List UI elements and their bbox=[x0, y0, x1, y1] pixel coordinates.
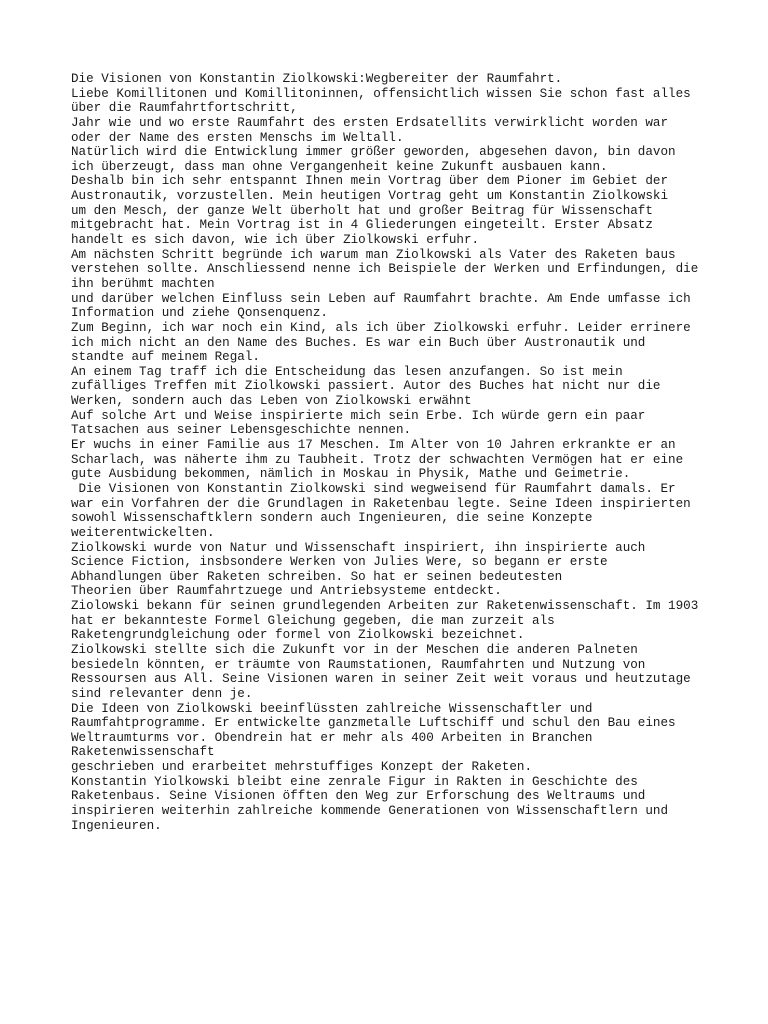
text-line: Am nächsten Schritt begründe ich warum man Ziolkowski als Vater des Raketen baus bbox=[71, 247, 676, 262]
text-line: ich mich nicht an den Name des Buches. Es war ein Buch über Austronautik und bbox=[71, 335, 646, 350]
text-line: verstehen sollte. Anschliessend nenne ich Beispiele der Werken und Erfindungen, die bbox=[71, 262, 699, 277]
text-line: Ziolowski bekann für seinen grundlegenden Arbeiten zur Raketenwissenschaft. Im 1903 bbox=[71, 599, 699, 614]
text-line: Scharlach, was näherte ihm zu Taubheit. Trotz der schwachten Vermögen hat er eine bbox=[71, 452, 684, 467]
text-line: Konstantin Yiolkowski bleibt eine zenrale Figur in Rakten in Geschichte des bbox=[71, 774, 638, 789]
document-body bbox=[71, 72, 711, 833]
text-line: hat er bekannteste Formel Gleichung gegeben, die man zurzeit als bbox=[71, 613, 555, 628]
text-line: Theorien über Raumfahrtzuege und Antriebsysteme entdeckt. bbox=[71, 584, 502, 599]
text-line: Deshalb bin ich sehr entspannt Ihnen mein Vortrag über dem Pioner im Gebiet der bbox=[71, 174, 669, 189]
text-line: über die Raumfahrtfortschritt, bbox=[71, 101, 298, 116]
text-line: zufälliges Treffen mit Ziolkowski passiert. Autor des Buches hat nicht nur die bbox=[71, 379, 661, 394]
text-line: Ziolkowski wurde von Natur und Wissenschaft inspiriert, ihn inspirierte auch bbox=[71, 540, 646, 555]
text-line: Ingenieuren. bbox=[71, 818, 162, 833]
text-line: geschrieben und erarbeitet mehrstuffiges Konzept der Raketen. bbox=[71, 760, 533, 775]
text-line: weiterentwickelten. bbox=[71, 525, 215, 540]
text-line: Er wuchs in einer Familie aus 17 Meschen. Im Alter von 10 Jahren erkrankte er an bbox=[71, 438, 676, 453]
text-line: war ein Vorfahren der die Grundlagen in Raketenbau legte. Seine Ideen inspirierten bbox=[71, 496, 691, 511]
text-line: Information und ziehe Qonsenquenz. bbox=[71, 306, 328, 321]
text-line: Austronautik, vorzustellen. Mein heutigen Vortrag geht um Konstantin Ziolkowski bbox=[71, 189, 669, 204]
text-line: Raketenbaus. Seine Visionen öfften den Weg zur Erforschung des Weltraums und bbox=[71, 789, 646, 804]
text-line: Weltraumturms vor. Obendrein hat er mehr als 400 Arbeiten in Branchen bbox=[71, 730, 593, 745]
text-line: An einem Tag traff ich die Entscheidung das lesen anzufangen. So ist mein bbox=[71, 364, 623, 379]
text-line: Auf solche Art und Weise inspirierte mich sein Erbe. Ich würde gern ein paar bbox=[71, 408, 646, 423]
text-line: Jahr wie und wo erste Raumfahrt des ersten Erdsatellits verwirklicht worden war bbox=[71, 115, 669, 130]
text-line: standte auf meinem Regal. bbox=[71, 350, 260, 365]
text-line: Die Visionen von Konstantin Ziolkowski sind wegweisend für Raumfahrt damals. Er bbox=[71, 481, 676, 496]
text-line: gute Ausbidung bekommen, nämlich in Moskau in Physik, Mathe und Geimetrie. bbox=[71, 467, 631, 482]
text-line: handelt es sich davon, wie ich über Ziolkowski erfuhr. bbox=[71, 233, 480, 248]
text-line: Werken, sondern auch das Leben von Ziolkowski erwähnt bbox=[71, 394, 472, 409]
text-line: mitgebracht hat. Mein Vortrag ist in 4 Gliederungen eingeteilt. Erster Absatz bbox=[71, 218, 653, 233]
text-line: besiedeln könnten, er träumte von Raumstationen, Raumfahrten und Nutzung von bbox=[71, 657, 646, 672]
text-line: Ziolkowski stellte sich die Zukunft vor in der Meschen die anderen Palneten bbox=[71, 642, 638, 657]
text-line: Natürlich wird die Entwicklung immer größer geworden, abgesehen davon, bin davon bbox=[71, 145, 676, 160]
document-title: Die Visionen von Konstantin Ziolkowski:Wegbereiter der Raumfahrt. bbox=[71, 72, 563, 86]
text-line: ihn berühmt machten bbox=[71, 276, 215, 291]
text-line: Liebe Komillitonen und Komillitoninnen, offensichtlich wissen Sie schon fast alles bbox=[71, 86, 691, 101]
text-line: Raketengrundgleichung oder formel von Ziolkowski bezeichnet. bbox=[71, 628, 525, 643]
text-line: Raketenwissenschaft bbox=[71, 745, 215, 760]
text-line: Raumfahtprogramme. Er entwickelte ganzmetalle Luftschiff und schul den Bau eines bbox=[71, 716, 676, 731]
text-line: inspirieren weiterhin zahlreiche kommende Generationen von Wissenschaftlern und bbox=[71, 804, 669, 819]
text-line: Zum Beginn, ich war noch ein Kind, als ich über Ziolkowski erfuhr. Leider errinere bbox=[71, 320, 691, 335]
text-line: Die Ideen von Ziolkowski beeinflüssten zahlreiche Wissenschaftler und bbox=[71, 701, 593, 716]
text-line: sind relevanter denn je. bbox=[71, 686, 253, 701]
text-line: ich überzeugt, dass man ohne Vergangenheit keine Zukunft ausbauen kann. bbox=[71, 159, 608, 174]
text-line: sowohl Wissenschaftklern sondern auch Ingenieuren, die seine Konzepte bbox=[71, 511, 593, 526]
text-line: Abhandlungen über Raketen schreiben. So hat er seinen bedeutesten bbox=[71, 569, 563, 584]
text-line: und darüber welchen Einfluss sein Leben auf Raumfahrt brachte. Am Ende umfasse ich bbox=[71, 291, 691, 306]
text-line: Ressoursen aus All. Seine Visionen waren in seiner Zeit weit voraus und heutzutage bbox=[71, 672, 691, 687]
text-line: oder der Name des ersten Menschs im Weltall. bbox=[71, 130, 404, 145]
text-line: um den Mesch, der ganze Welt überholt hat und großer Beitrag für Wissenschaft bbox=[71, 203, 653, 218]
text-line: Tatsachen aus seiner Lebensgeschichte nennen. bbox=[71, 423, 412, 438]
text-line: Science Fiction, insbsondere Werken von Julies Were, so begann er erste bbox=[71, 555, 608, 570]
